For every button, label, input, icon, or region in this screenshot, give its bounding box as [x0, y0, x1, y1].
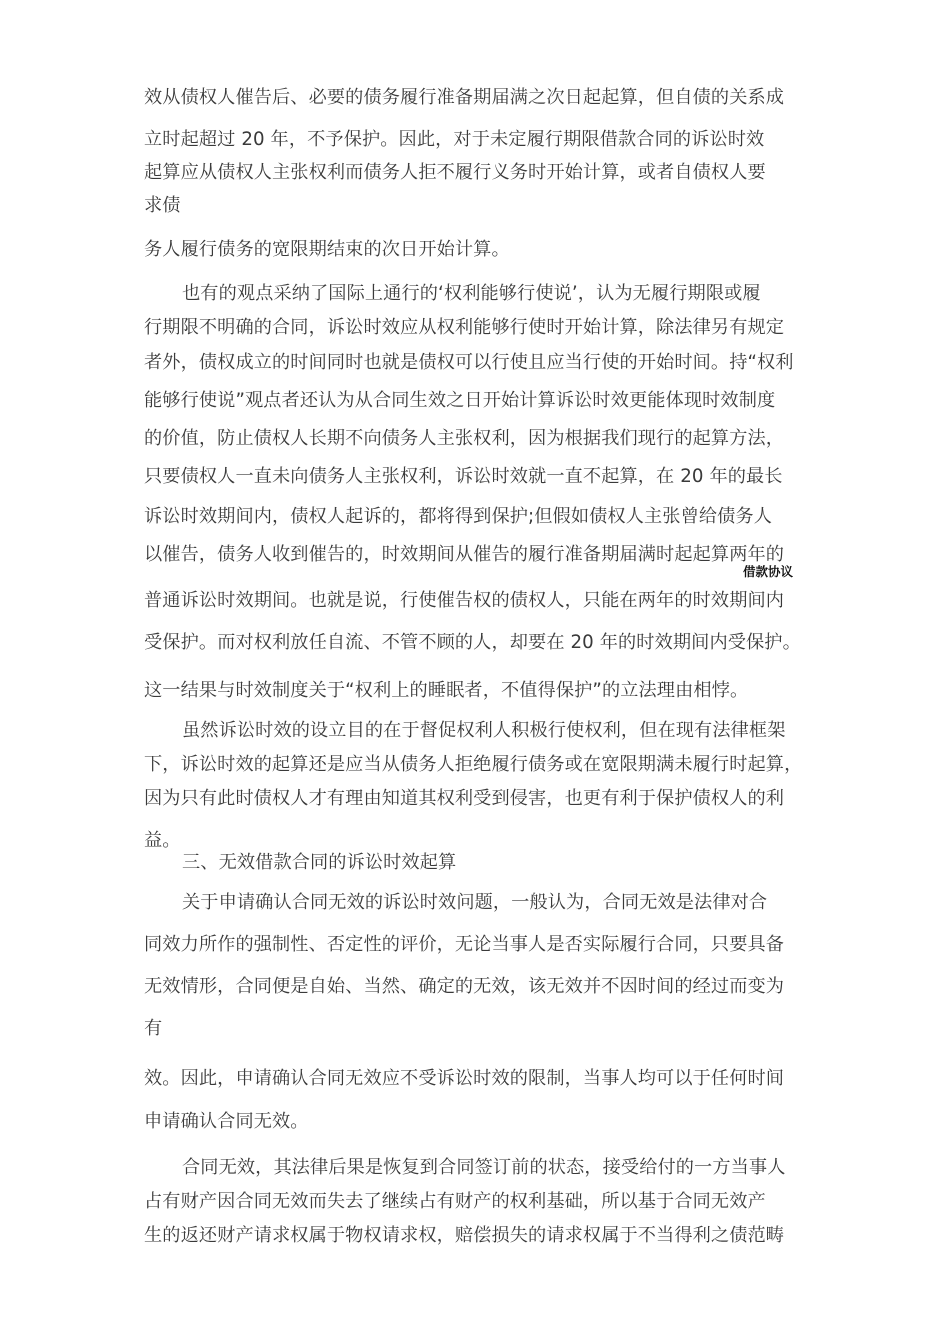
text-line: 生的返还财产请求权属于物权请求权，赔偿损失的请求权属于不当得利之债范畴 — [144, 1225, 785, 1246]
text-line: 能够行使说”观点者还认为从合同生效之日开始计算诉讼时效更能体现时效制度 — [144, 390, 776, 411]
paragraph-first-line: 合同无效，其法律后果是恢复到合同签订前的状态，接受给付的一方当事人 — [182, 1157, 786, 1178]
text-line: 起算应从债权人主张权利而债务人拒不履行义务时开始计算，或者自债权人要 — [144, 162, 766, 183]
text-line: 以催告，债务人收到催告的，时效期间从催告的履行准备期届满时起起算两年的 — [144, 544, 785, 565]
section-heading: 三、无效借款合同的诉讼时效起算 — [182, 852, 457, 873]
text-line: 求债 — [144, 195, 181, 216]
text-line: 务人履行债务的宽限期结束的次日开始计算。 — [144, 239, 510, 260]
text-line: 下，诉讼时效的起算还是应当从债务人拒绝履行债务或在宽限期满未履行时起算， — [144, 754, 803, 775]
text-line: 因为只有此时债权人才有理由知道其权利受到侵害，也更有利于保护债权人的利 — [144, 788, 785, 809]
text-line: 普通诉讼时效期间。也就是说，行使催告权的债权人，只能在两年的时效期间内 — [144, 590, 785, 611]
document-title-label: 借款协议 — [743, 564, 794, 579]
text-line: 这一结果与时效制度关于“权利上的睡眠者，不值得保护”的立法理由相悖。 — [144, 680, 749, 701]
text-line: 占有财产因合同无效而失去了继续占有财产的权利基础，所以基于合同无效产 — [144, 1191, 766, 1212]
text-line: 立时起超过 20 年，不予保护。因此，对于未定履行期限借款合同的诉讼时效 — [144, 129, 765, 150]
text-line: 同效力所作的强制性、否定性的评价，无论当事人是否实际履行合同，只要具备 — [144, 934, 785, 955]
paragraph-first-line: 虽然诉讼时效的设立目的在于督促权利人积极行使权利，但在现有法律框架 — [182, 720, 786, 741]
text-line: 效。因此，申请确认合同无效应不受诉讼时效的限制，当事人均可以于任何时间 — [144, 1068, 785, 1089]
text-line: 受保护。而对权利放任自流、不管不顾的人，却要在 20 年的时效期间内受保护。 — [144, 632, 801, 653]
paragraph-first-line: 关于申请确认合同无效的诉讼时效问题，一般认为，合同无效是法律对合 — [182, 892, 768, 913]
text-line: 只要债权人一直未向债务人主张权利，诉讼时效就一直不起算，在 20 年的最长 — [144, 466, 783, 487]
text-line: 诉讼时效期间内，债权人起诉的，都将得到保护;但假如债权人主张曾给债务人 — [144, 506, 773, 527]
text-line: 无效情形，合同便是自始、当然、确定的无效，该无效并不因时间的经过而变为 — [144, 976, 785, 997]
text-line: 申请确认合同无效。 — [144, 1111, 309, 1132]
text-line: 益。 — [144, 830, 181, 851]
text-line: 行期限不明确的合同，诉讼时效应从权利能够行使时开始计算，除法律另有规定 — [144, 317, 785, 338]
text-line: 有 — [144, 1018, 163, 1039]
text-line: 者外，债权成立的时间同时也就是债权可以行使且应当行使的开始时间。持“权利 — [144, 352, 794, 373]
paragraph-first-line: 也有的观点采纳了国际上通行的‘权利能够行使说’，认为无履行期限或履 — [182, 283, 761, 304]
text-line: 的价值，防止债权人长期不向债务人主张权利，因为根据我们现行的起算方法， — [144, 428, 785, 449]
text-line: 效从债权人催告后、必要的债务履行准备期届满之次日起起算，但自债的关系成 — [144, 87, 785, 108]
